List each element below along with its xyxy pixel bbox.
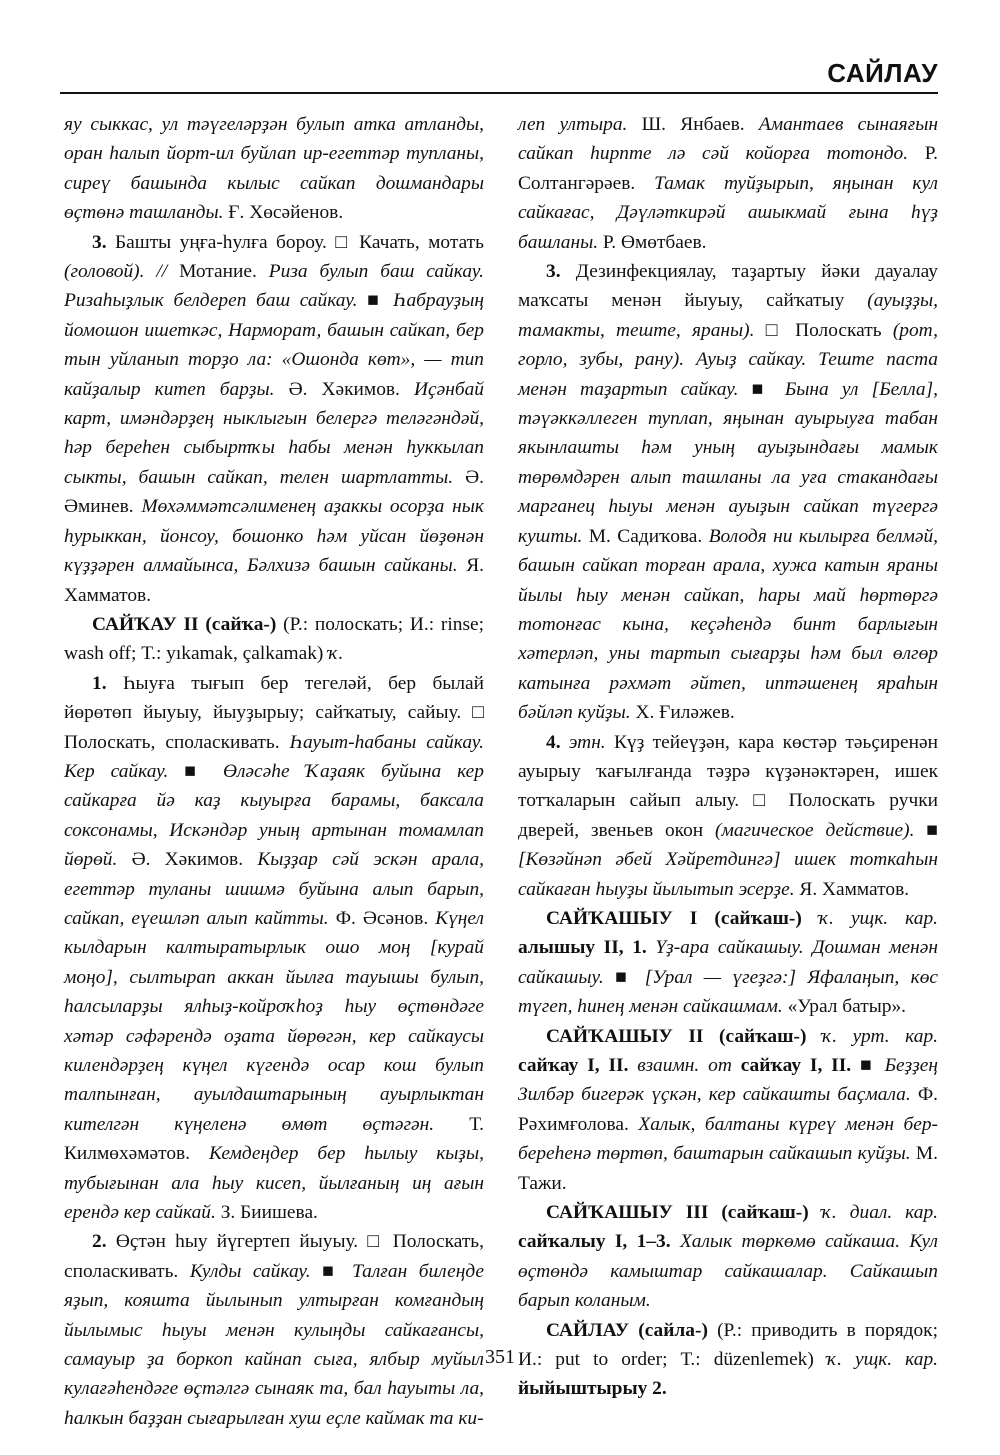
italic-run: Кемдеңдер бер һылыу кыҙы, тубығынан ала һыу кисеп, йылғаның иң ағын ерендә кер сайкай. — [64, 1143, 484, 1224]
italic-run: [Урал — үгеҙгә:] Яфалаңып, көс түгеп, һинең менән сайкашмам. — [518, 966, 938, 1018]
italic-run: Һабрауҙың йомошон ишеткәс, Нарморат, башын сайкап, бер тын уйланып торҙо ла: «Ошонда көт», — тип кайҙалыр китеп барҙы. — [64, 290, 484, 400]
right-column — [518, 110, 938, 1404]
text-run: Мотание. — [179, 261, 269, 283]
text-run: М. Садиҡова. — [588, 525, 709, 547]
text-run: Я. Хамматов. — [799, 878, 910, 900]
entry-headword-paragraph — [518, 1022, 938, 1198]
italic-run: Талған билеңде яҙып, кояшта йылынып ултырған комғандың йылымыс һыуы менән кулыңды сайкағансы, самауыр ҙа боркоп кайнап сыға, ялбыр муйыл кулағәһендәге өҫтәлгә сынаяк та, бал һауыты ла, һалкын баҙҙан сығарылған хуш еҫле каймак та ки- — [64, 1260, 484, 1429]
text-run: Ғ. Хөсәйенов. — [228, 202, 344, 224]
italic-run: Тамак туйҙырып, яңынан кул сайкағас, Дәүләткирәй ашыкмай ғына һүҙ башланы. — [518, 172, 939, 253]
italic-run: [Көзәйнәп әбей Хәйретдингә] ишек тоткаһын сайкаған һыуҙы йылытып эсерҙе. — [518, 849, 938, 900]
entry-headword-paragraph — [518, 904, 938, 1022]
italic-run: Өләсәһе Ҡаҙаяк буйына кер сайкарға йә каҙ кыуырға барамы, баксала соксонамы, Искәндәр уның артынан томамлап йөрөй. — [64, 760, 484, 871]
bold-run: САЙҠАШЫУ I (сайҡаш-) — [546, 907, 819, 929]
text-run: Ә. Хәкимов. — [131, 849, 258, 871]
italic-run: (головой). // — [64, 261, 180, 283]
left-column — [64, 110, 484, 1433]
text-run: ■ — [751, 378, 785, 400]
italic-run: ҡ. диал. кар. — [821, 1202, 938, 1224]
text-run: Ф. Әсәнов. — [335, 907, 436, 929]
text-run: Һыуға тығып бер тегеләй, бер былай йөрөтөп йыуыу, йыуҙырыу; сайҡатыу, сайыу. □ Полоскать, споласкивать. — [64, 672, 484, 753]
page-number: 351 — [485, 1346, 515, 1368]
paragraph — [64, 228, 484, 610]
text-run: ■ — [322, 1260, 353, 1282]
italic-run: леп ултыра. — [518, 114, 642, 135]
bold-run: 3. — [546, 261, 576, 283]
entry-headword-paragraph — [64, 610, 484, 669]
paragraph — [64, 669, 484, 1228]
italic-run: Бына ул [Белла], тәүәккәллеген туплап, яңынан ауырыуға табан якынлашты һәм уның ауыҙындағы мамык төрөмдәрен алып ташланы ла уға стакандағы марганец һыуы менән ауыҙын сайкап түгергә кушты. — [518, 378, 939, 547]
italic-run: Амантаев сынаяғын сайкап һирпте лә сәй койорға тотондо. — [518, 114, 938, 165]
text-run: ■ — [367, 290, 394, 312]
italic-run: Риза булып баш сайкау. Ризаһыҙлык белдереп баш сайкау. — [64, 261, 485, 312]
italic-run: Халык, балтаны күреү менән бер-береһенә төртөп, баштарын сайкашып куйҙы. — [518, 1113, 938, 1165]
paragraph — [518, 110, 938, 257]
text-run: Күҙ тейеүҙән, кара көстәр тәьҫиренән ауырыу ҡағылғанда тәҙрә күҙәнәктәрен, ишек тотҡаларын сайып алыу. □ Полоскать ручки дверей, звеньев окон — [518, 731, 938, 841]
italic-run: Һауыт-һабаны сайкау. Кер сайкау. — [64, 731, 484, 782]
paragraph — [518, 257, 938, 728]
text-run: ■ — [615, 966, 645, 988]
italic-run: этн. — [568, 731, 614, 753]
italic-run: ҡ. ущк. кар. — [826, 1349, 938, 1371]
bold-run: сайҡалыу I, 1–3. — [518, 1231, 680, 1253]
bold-run: САЙҠАШЫУ II (сайҡаш-) — [546, 1025, 823, 1047]
bold-run: 2. — [92, 1231, 116, 1253]
bold-run: САЙҠАУ II (сайҡа-) — [92, 613, 284, 635]
bold-run: 1. — [92, 672, 123, 694]
bold-run: 4. — [546, 731, 569, 753]
italic-run: (магическое действие). — [715, 819, 927, 841]
bold-run: йыйыштырыу 2. — [518, 1378, 667, 1400]
bold-run: алышыу II, 1. — [518, 937, 656, 959]
italic-run: Кыҙҙар сәй эскән арала, егеттәр туланы шишмә буйына алып барып, сайкап, еүешләп алып кайтты. — [64, 849, 485, 929]
italic-run: ҡ. урт. кар. — [822, 1025, 938, 1047]
bold-run: 3. — [92, 231, 116, 253]
italic-run: Күңел кылдарын калтыратырлык ошо моң [курай моңо], сылтырап аккан йылға тауышы булып, һалсыларҙы ялһыҙ-койроҡһоҙ һыу өҫтөндәге хәтәр сәфәрендә оҙата йөрөгән, кер сайкаусы килендәрҙең күңел күгендә осар кош булып талпынған, ауылдаштарының ауырлыктан кителгән күңеленә өмөт өҫтәгән. — [64, 907, 484, 1135]
bold-run: сайҡау I, II. — [740, 1055, 852, 1076]
text-run: Ә. Әминев. — [64, 466, 484, 518]
italic-run: Володя ни кылырға белмәй, башын сайкап торған арала, хужа катын яраны йылы һыу менән сайкап, һары май һөртөргә тотонғас кына, кеҫәһендә бинт барлығын хәтерләп, уны тартып сығарҙы һәм был өлгөр катынға рәхмәт әйтеп, иптәшенең яраһын бәйләп куйҙы. — [518, 525, 938, 724]
text-run: Ш. Янбаев. — [641, 114, 759, 135]
text-run: Өҫтән һыу йүгертеп йыуыу. □ Полоскать, споласкивать. — [64, 1231, 485, 1282]
italic-run: яу сыккас, ул тәүгеләрҙән булып атка атланды, оран һалып йорт-ил буйлап ир-егеттәр тупланы, сиреү башында кылыс сайкап дошмандары өҫтөнә ташланды. — [64, 114, 484, 224]
italic-run: Үҙ-ара сайкашыу. Дошман менән сайкашыу. — [518, 937, 938, 988]
text-run: «Урал батыр». — [787, 996, 907, 1018]
text-run: (Р.: приводить в порядок; И.: put to order; Т.: düzenlemek) — [518, 1319, 938, 1371]
text-run: З. Биишева. — [220, 1202, 318, 1224]
text-run: Р. Өмөтбаев. — [602, 231, 707, 253]
italic-run: взаимн. от — [637, 1055, 741, 1076]
text-run: Ф. Рәхимғолова. — [518, 1084, 938, 1135]
text-run: Х. Ғиләжев. — [635, 702, 735, 724]
italic-run: ҡ. ущк. кар. — [818, 907, 938, 929]
text-run: Р. Солтангәрәев. — [518, 143, 938, 194]
text-run: Дезинфекциялау, таҙартыу йәки дауалау маҡсаты менән йыуыу, сайҡатыу — [518, 261, 938, 312]
text-run: (Р.: полоскать; И.: rinse; wash off; Т.: yıkamak, çalkamak) — [64, 613, 484, 665]
italic-run: (ауыҙҙы, тамакты, теште, яраны). — [518, 290, 938, 341]
text-run: Т. Килмөхәмәтов. — [64, 1113, 484, 1165]
paragraph — [64, 1227, 484, 1433]
italic-run: ҡ. — [328, 643, 344, 665]
text-run: ■ — [926, 819, 938, 841]
text-run: Ә. Хәкимов. — [288, 378, 415, 400]
italic-run: Беҙҙең Зилбәр бигерәк үҫкән, кер сайкашты баҫмала. — [518, 1055, 939, 1106]
paragraph — [518, 728, 938, 904]
paragraph — [64, 110, 484, 228]
text-run: □ Полоскать — [765, 319, 893, 341]
text-run: Башты уңға-һулға бороу. □ Качать, мотать — [115, 231, 484, 253]
italic-run: Иҫәнбай карт, имәндәрҙең ныклыгын белергә теләгәндәй, һәр береһен сыбыртҡы һабы менән һуккылап сыкты, башын сайкап, телен шартлатты. — [64, 378, 484, 488]
entry-headword-paragraph — [518, 1198, 938, 1316]
italic-run: Кулды сайкау. — [189, 1260, 323, 1282]
bold-run: САЙҠАШЫУ III (сайҡаш-) — [546, 1202, 822, 1224]
text-run: М. Тажи. — [518, 1143, 938, 1194]
italic-run: Мөхәммәтсәлименең аҙаккы осорҙа нык һурыккан, йонсоу, бошонко һәм уйсан йөҙөнән күҙҙәрен алмайынса, Бәлхизә башын сайканы. — [64, 496, 484, 577]
running-head: САЙЛАУ — [827, 58, 938, 88]
bold-run: САЙЛАУ (сайла-) — [546, 1319, 718, 1341]
text-run: ■ — [184, 760, 223, 782]
text-run: Я. Хамматов. — [64, 555, 484, 606]
text-run: ■ — [851, 1055, 885, 1076]
bold-run: сайҡау I, II. — [518, 1055, 638, 1076]
italic-run: Халык төркөмө сайкаша. Кул өҫтөндә камыштар сайкашалар. Сайкашып барып коланым. — [518, 1231, 938, 1312]
page-header — [60, 56, 938, 94]
italic-run: (рот, горло, зубы, рану). Ауыҙ сайкау. Теште паста менән таҙартып сайкау. — [518, 319, 938, 400]
